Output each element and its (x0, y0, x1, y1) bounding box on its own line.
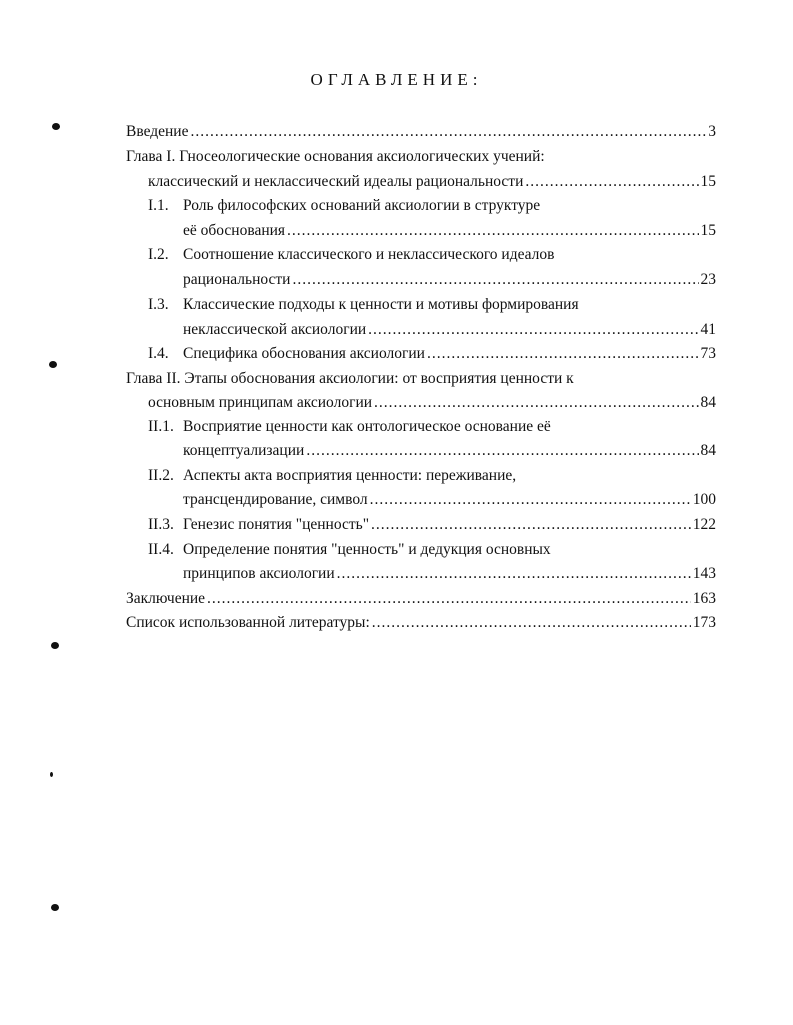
toc-label: Введение (126, 123, 189, 140)
section-number: I.2. (148, 246, 169, 263)
toc-section-1-2 (183, 270, 716, 290)
toc-label: Специфика обоснования аксиологии (183, 345, 425, 362)
toc-label: классический и неклассический идеалы рациональности (148, 173, 524, 190)
toc-section-1-1-heading (148, 196, 540, 216)
toc-label: её обоснования (183, 222, 286, 239)
toc-chapter-2-heading: Глава II. Этапы обоснования аксиологии: от восприятия ценности к (126, 370, 574, 387)
section-number: II.1. (148, 418, 174, 435)
toc-page-number: 122 (692, 516, 716, 533)
dot-leader (292, 270, 698, 290)
section-number: I.4. (148, 345, 169, 362)
toc-section-1-3 (183, 320, 716, 340)
dot-leader (525, 172, 698, 192)
dot-leader (374, 393, 698, 413)
dot-leader (306, 441, 698, 461)
dot-leader (371, 515, 691, 535)
toc-label: Классические подходы к ценности и мотивы формирования (183, 296, 579, 313)
toc-page-number: 84 (700, 394, 716, 411)
toc-label: Определение понятия "ценность" и дедукция основных (183, 541, 551, 558)
page-title: ОГЛАВЛЕНИЕ: (310, 70, 483, 89)
toc-entry-bibliography (126, 613, 716, 633)
toc-page-number: 173 (692, 614, 716, 631)
section-number: II.2. (148, 467, 174, 484)
binding-hole-mark (51, 642, 59, 649)
dot-leader (368, 320, 698, 340)
toc-section-1-4 (148, 344, 716, 364)
dot-leader (190, 122, 706, 142)
toc-label: Заключение (126, 590, 206, 607)
dot-leader (337, 564, 691, 584)
toc-label: Генезис понятия "ценность" (183, 516, 370, 533)
toc-entry-conclusion (126, 589, 716, 609)
toc-page-number: 15 (700, 173, 716, 190)
toc-section-1-1 (183, 221, 716, 241)
dot-leader (207, 589, 691, 609)
toc-entry-text (148, 344, 425, 364)
section-number: II.4. (148, 541, 174, 558)
toc-page-number: 3 (708, 123, 716, 140)
toc-chapter-2 (148, 393, 716, 413)
toc-section-2-3 (148, 515, 716, 535)
dot-leader (372, 613, 691, 633)
toc-label: концептуализации (183, 442, 305, 459)
toc-page-number: 100 (692, 491, 716, 508)
toc-label: Соотношение классического и неклассического идеалов (183, 246, 555, 263)
toc-section-2-4 (183, 564, 716, 584)
toc-section-1-2-heading (148, 245, 555, 265)
toc-section-1-3-heading (148, 295, 579, 315)
toc-page-number: 15 (700, 222, 716, 239)
section-number: I.1. (148, 197, 169, 214)
toc-label: Аспекты акта восприятия ценности: переживание, (183, 467, 517, 484)
toc-label: неклассической аксиологии (183, 321, 367, 338)
toc-label: основным принципам аксиологии (148, 394, 373, 411)
toc-chapter-1-heading: Глава I. Гносеологические основания аксиологических учений: (126, 148, 545, 165)
section-number: I.3. (148, 296, 169, 313)
binding-hole-mark (52, 123, 60, 130)
toc-label: Роль философских оснований аксиологии в структуре (183, 197, 541, 214)
binding-hole-mark (49, 361, 57, 368)
toc-page-number: 84 (700, 442, 716, 459)
toc-section-2-2-heading (148, 466, 516, 486)
section-number: II.3. (148, 516, 174, 533)
toc-page-number: 23 (700, 271, 716, 288)
toc-section-2-2 (183, 490, 716, 510)
toc-page-number: 73 (700, 345, 716, 362)
toc-section-2-4-heading (148, 540, 551, 560)
toc-label: трансцендирование, символ (183, 491, 368, 508)
toc-chapter-1 (148, 172, 716, 192)
toc-section-2-1 (183, 441, 716, 461)
dot-leader (370, 490, 691, 510)
toc-page-number: 143 (692, 565, 716, 582)
toc-label: рациональности (183, 271, 291, 288)
toc-label: принципов аксиологии (183, 565, 335, 582)
toc-page-number: 41 (700, 321, 716, 338)
binding-hole-mark (50, 772, 53, 777)
toc-label: Восприятие ценности как онтологическое основание её (183, 418, 551, 435)
binding-hole-mark (51, 904, 59, 911)
toc-entry-text (148, 515, 369, 535)
toc-section-2-1-heading (148, 417, 551, 437)
toc-label: Список использованной литературы: (126, 614, 370, 631)
dot-leader (287, 221, 698, 241)
toc-entry-intro (126, 122, 716, 142)
dot-leader (427, 344, 699, 364)
toc-page-number: 163 (692, 590, 716, 607)
